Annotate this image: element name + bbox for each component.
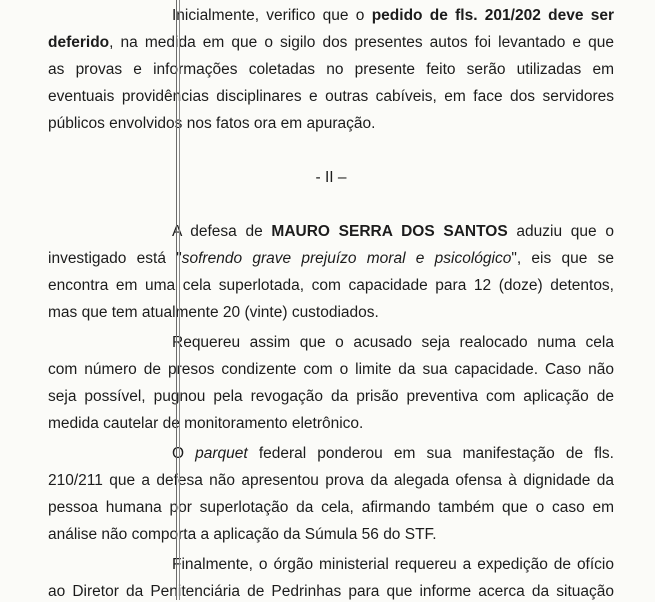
text-line [48, 414, 614, 434]
text-line [48, 471, 614, 491]
text-run: Inicialmente, verifico que o [172, 7, 372, 24]
text-run: mas que tem atualmente 20 (vinte) custodiados. [48, 304, 379, 321]
text-run: federal ponderou em sua manifestação de fls. [247, 445, 614, 462]
text-run: as provas e informações coletadas no presente feito serão utilizadas em [48, 61, 614, 78]
text-line [48, 303, 614, 323]
text-run: A defesa de [172, 223, 272, 240]
text-line [48, 582, 614, 602]
text-run: O [172, 445, 196, 462]
text-line [172, 222, 614, 242]
text-line [48, 60, 614, 80]
text-line [48, 249, 614, 269]
text-run: públicos envolvidos nos fatos ora em apuração. [48, 115, 376, 132]
text-run: ", eis que se [511, 250, 615, 267]
text-line [48, 33, 614, 53]
text-run: eventuais providências disciplinares e outras cabíveis, em face dos servidores [48, 88, 614, 105]
text-line [48, 114, 614, 134]
text-run: análise não comporta a aplicação da Súmula 56 do STF. [48, 526, 437, 543]
text-line [48, 387, 614, 407]
text-run: Requereu assim que o acusado seja realocado numa cela [172, 334, 614, 351]
text-line [172, 6, 614, 26]
italic-text: parquet [195, 445, 248, 462]
text-line [48, 498, 614, 518]
section-heading: - II – [315, 169, 347, 186]
text-run: encontra em uma cela superlotada, com capacidade para 12 (doze) detentos, [48, 277, 614, 294]
bold-text: pedido de fls. 201/202 deve ser [371, 7, 614, 24]
text-line [48, 276, 614, 296]
scan-mark-line [176, 0, 177, 600]
scan-mark-line [179, 0, 180, 600]
text-run: aduziu que o [507, 223, 614, 240]
text-run: ao Diretor da Penitenciária de Pedrinhas para que informe acerca da situação [48, 583, 614, 600]
text-run: com número de presos condizente com o limite da sua capacidade. Caso não [48, 361, 614, 378]
text-run: 210/211 que a defesa não apresentou prova da alegada ofensa à dignidade da [48, 472, 614, 489]
text-line [172, 555, 614, 575]
italic-text: sofrendo grave prejuízo moral e psicológico [181, 250, 512, 267]
bold-text: deferido [48, 34, 110, 51]
text-run: seja possível, pugnou pela revogação da prisão preventiva com aplicação de [48, 388, 614, 405]
text-line [172, 333, 614, 353]
text-run: medida cautelar de monitoramento eletrônico. [48, 415, 364, 432]
text-run: pessoa humana por superlotação da cela, afirmando também que o caso em [48, 499, 614, 516]
text-line [172, 444, 614, 464]
text-line [48, 525, 614, 545]
bold-text: MAURO SERRA DOS SANTOS [271, 223, 508, 240]
text-run: Finalmente, o órgão ministerial requereu a expedição de ofício [172, 556, 614, 573]
text-run: , na medida em que o sigilo dos presentes autos foi levantado e que [109, 34, 614, 51]
text-line [48, 360, 614, 380]
text-line [48, 87, 614, 107]
text-run: investigado está " [48, 250, 182, 267]
